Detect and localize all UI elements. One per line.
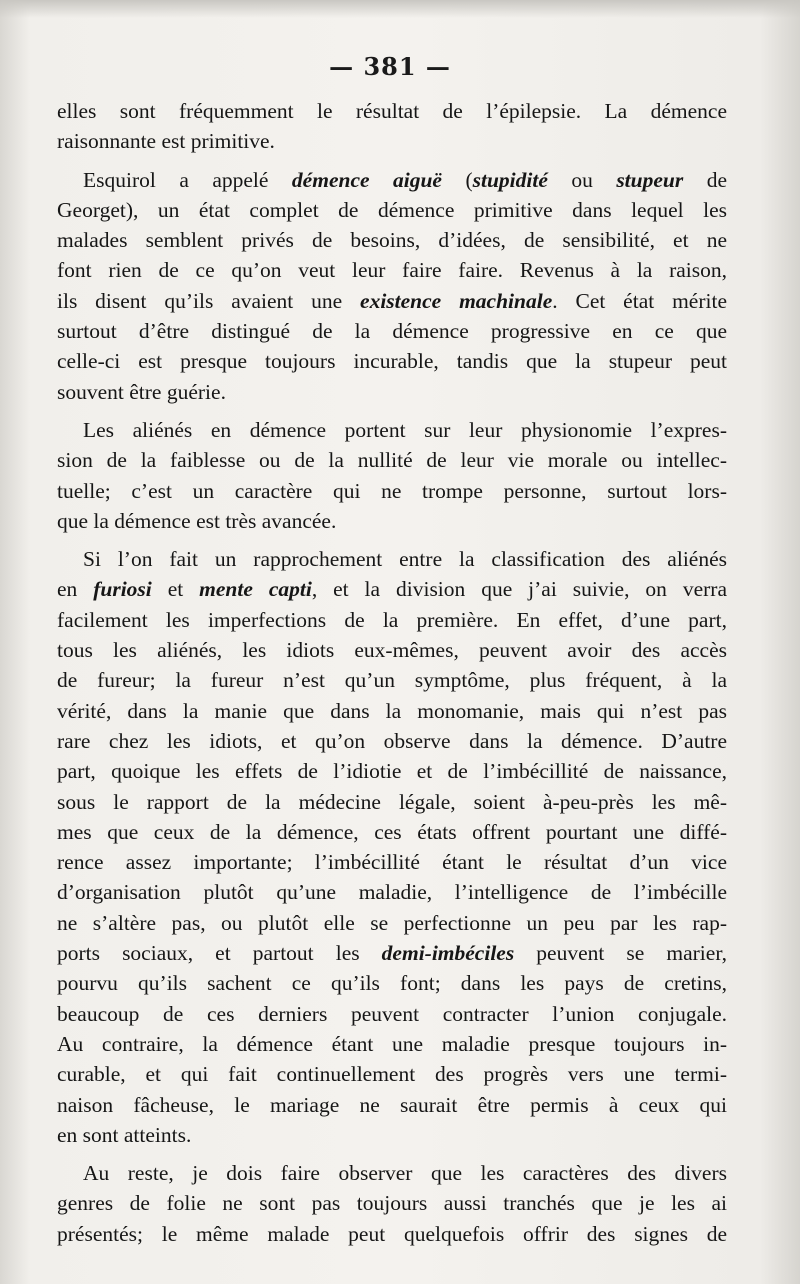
- text-line: font rien de ce qu’on veut leur faire faire. Revenus à la raison,: [57, 258, 727, 283]
- italic-term: stupeur: [616, 167, 684, 192]
- page-number: — 381 —: [329, 52, 451, 81]
- body-text: [57, 96, 727, 1249]
- text-line: mes que ceux de la démence, ces états offrent pourtant une diffé-: [57, 819, 727, 844]
- text-line: d’organisation plutôt qu’une maladie, l’intelligence de l’imbécille: [57, 880, 727, 905]
- text-line: tuelle; c’est un caractère qui ne trompe personne, surtout lors-: [57, 478, 727, 503]
- text-line: celle-ci est presque toujours incurable, tandis que la stupeur peut: [57, 349, 727, 374]
- text-line: sion de la faiblesse ou de la nullité de leur vie morale ou intellec-: [57, 448, 727, 473]
- text-line: genres de folie ne sont pas toujours aussi tranchés que je les ai: [57, 1191, 727, 1216]
- text-line: rence assez importante; l’imbécillité étant le résultat d’un vice: [57, 850, 727, 875]
- italic-term: stupidité: [472, 167, 548, 192]
- paragraph: [57, 165, 727, 407]
- paragraph: [57, 415, 727, 536]
- text-line: en furiosi et mente capti, et la division que j’ai suivie, on verra: [57, 577, 727, 602]
- text-line: Les aliénés en démence portent sur leur physionomie l’expres-: [83, 417, 727, 442]
- text-line: rare chez les idiots, et qu’on observe dans la démence. D’autre: [57, 728, 727, 753]
- page-edge-shadow: [0, 0, 800, 18]
- text-line: vérité, dans la manie que dans la monomanie, mais qui n’est pas: [57, 698, 727, 723]
- italic-term: mente capti: [199, 577, 312, 602]
- text-line: Au reste, je dois faire observer que les caractères des divers: [83, 1161, 727, 1186]
- paragraph-gap: [57, 1150, 727, 1158]
- paragraph: [57, 96, 727, 157]
- text-line: raisonnante est primitive.: [57, 129, 275, 154]
- text-line: elles sont fréquemment le résultat de l’épilepsie. La démence: [57, 99, 727, 123]
- italic-term: demi-imbéciles: [381, 941, 515, 966]
- text-line: que la démence est très avancée.: [57, 508, 337, 533]
- text-line: de fureur; la fureur n’est qu’un symptôme, plus fréquent, à la: [57, 668, 727, 693]
- paragraph: [57, 544, 727, 1150]
- text-line: facilement les imperfections de la première. En effet, d’une part,: [57, 607, 727, 632]
- italic-term: furiosi: [93, 577, 152, 602]
- text-line: Georget), un état complet de démence primitive dans lequel les: [57, 197, 727, 222]
- text-line: part, quoique les effets de l’idiotie et de l’imbécillité de naissance,: [57, 759, 727, 784]
- text-line: tous les aliénés, les idiots eux-mêmes, peuvent avoir des accès: [57, 638, 727, 663]
- text-line: Esquirol a appelé démence aiguë (stupidité ou stupeur de: [83, 167, 727, 192]
- text-line: Si l’on fait un rapprochement entre la classification des aliénés: [83, 547, 727, 572]
- text-line: naison fâcheuse, le mariage ne saurait être permis à ceux qui: [57, 1092, 727, 1117]
- text-line: surtout d’être distingué de la démence progressive en ce que: [57, 319, 727, 344]
- italic-term: existence machinale: [360, 288, 553, 313]
- text-line: souvent être guérie.: [57, 379, 226, 404]
- text-line: en sont atteints.: [57, 1122, 192, 1147]
- paragraph-gap: [57, 157, 727, 165]
- text-line: malades semblent privés de besoins, d’idées, de sensibilité, et ne: [57, 228, 727, 253]
- text-line: pourvu qu’ils sachent ce qu’ils font; dans les pays de cretins,: [57, 971, 727, 996]
- text-line: ne s’altère pas, ou plutôt elle se perfectionne un peu par les rap-: [57, 910, 727, 935]
- italic-term: démence aiguë: [291, 167, 442, 192]
- paragraph: [57, 1158, 727, 1249]
- text-line: ports sociaux, et partout les demi-imbéciles peuvent se marier,: [57, 941, 727, 966]
- text-line: curable, et qui fait continuellement des progrès vers une termi-: [57, 1062, 727, 1087]
- paragraph-gap: [57, 536, 727, 544]
- text-line: ils disent qu’ils avaient une existence machinale. Cet état mérite: [57, 288, 727, 313]
- paragraph-gap: [57, 407, 727, 415]
- text-line: beaucoup de ces derniers peuvent contracter l’union conjugale.: [57, 1001, 727, 1026]
- text-line: Au contraire, la démence étant une maladie presque toujours in-: [57, 1031, 727, 1056]
- text-line: sous le rapport de la médecine légale, soient à-peu-près les mê-: [57, 789, 727, 814]
- text-line: présentés; le même malade peut quelquefois offrir des signes de: [57, 1221, 727, 1246]
